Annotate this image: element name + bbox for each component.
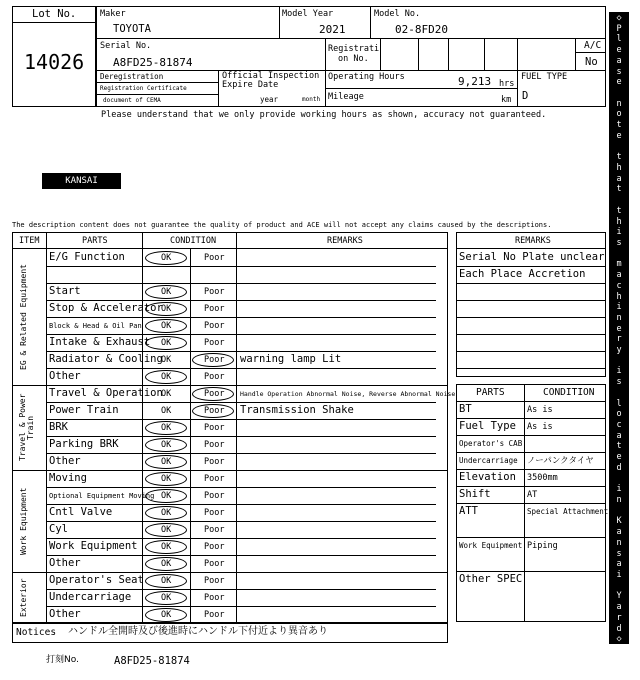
part-name: Other (49, 455, 81, 467)
sidebar-char: Y (616, 591, 622, 602)
sidebar-char: h (616, 291, 622, 302)
row-divider (456, 248, 606, 249)
sidebar-char: d (616, 462, 622, 473)
poor-option[interactable]: Poor (204, 253, 225, 263)
part-name: Other (49, 370, 81, 382)
ok-option[interactable]: OK (161, 389, 172, 399)
sidebar-char: c (616, 420, 622, 431)
poor-option[interactable]: Poor (204, 287, 225, 297)
model-no-label: Model No. (374, 9, 421, 19)
poor-option[interactable]: Poor (204, 542, 225, 552)
ok-option[interactable]: OK (161, 559, 172, 569)
km-label: km (501, 95, 512, 105)
row-divider (46, 589, 436, 590)
ok-selected-circle (145, 285, 187, 299)
group-label: EG & Related Equipment (19, 264, 28, 370)
poor-selected-circle (192, 387, 234, 401)
part-name: BRK (49, 421, 68, 433)
registration-label-1: Registrati (328, 44, 380, 54)
parts-row-name: Shift (459, 488, 491, 500)
sidebar-char: o (616, 409, 622, 420)
poor-selected-circle (192, 404, 234, 418)
remark-line: Each Place Accretion (459, 268, 586, 280)
cema-label: document of CEMA (103, 97, 161, 104)
stamp-value: A8FD25-81874 (114, 655, 190, 667)
sidebar-char: y (616, 345, 622, 356)
sidebar-char: a (616, 55, 622, 66)
fuel-type-value: D (522, 90, 529, 102)
sidebar-char: c (616, 280, 622, 291)
ok-selected-circle (145, 608, 187, 622)
row-divider (46, 300, 436, 301)
poor-option[interactable]: Poor (204, 508, 225, 518)
sidebar-char: h (616, 162, 622, 173)
inspection-label-2: Expire Date (222, 80, 279, 90)
serial-label: Serial No. (100, 41, 152, 51)
sidebar-char: s (616, 66, 622, 77)
condition-header: CONDITION (170, 236, 217, 246)
parts-table-header-parts: PARTS (476, 387, 505, 398)
parts-row-name: Operator's CAB (459, 439, 523, 448)
hours-accuracy-note: Please understand that we only provide working hours as shown, accuracy not guaranteed. (101, 110, 547, 120)
registration-certificate-label: Registration Certificate (100, 85, 187, 92)
sidebar-char: s (616, 237, 622, 248)
poor-option[interactable]: Poor (204, 440, 225, 450)
sidebar-char: t (616, 441, 622, 452)
hrs-label: hrs (499, 79, 515, 89)
poor-option[interactable]: Poor (204, 559, 225, 569)
row-divider (456, 418, 606, 419)
row-divider (456, 368, 606, 369)
ok-option[interactable]: OK (161, 423, 172, 433)
parts-row-condition: ノーパンクタイヤ (527, 456, 594, 466)
sidebar-char: i (616, 227, 622, 238)
sidebar-char: t (616, 184, 622, 195)
group-divider (12, 385, 448, 386)
parts-row-name: Elevation (459, 471, 516, 483)
group-label: Work Equipment (19, 487, 28, 555)
ok-option[interactable]: OK (161, 542, 172, 552)
ok-selected-circle (145, 557, 187, 571)
part-name: Moving (49, 472, 87, 484)
parts-table-header-condition: CONDITION (543, 387, 595, 398)
parts-header: PARTS (82, 236, 108, 246)
part-name: Other (49, 608, 81, 620)
registration-label-2: on No. (338, 54, 369, 64)
row-divider (46, 368, 436, 369)
sidebar-char: n (616, 537, 622, 548)
row-divider (46, 538, 436, 539)
row-divider (46, 504, 436, 505)
part-name: Block & Head & Oil Pan (49, 322, 142, 330)
remarks-header: REMARKS (327, 236, 363, 246)
maker-label: Maker (100, 9, 126, 19)
sidebar-char: a (616, 527, 622, 538)
row-divider (46, 606, 436, 607)
sidebar-char: e (616, 77, 622, 88)
remark-text: Handle Operation Abnormal Noise, Reverse Abnormal Noise (240, 390, 456, 398)
row-divider (46, 351, 436, 352)
group-label: Exterior (19, 578, 28, 617)
deregistration-label: Deregistration (100, 72, 164, 81)
sidebar-char: s (616, 548, 622, 559)
ac-label: A/C (584, 40, 602, 51)
ok-option[interactable]: OK (161, 372, 172, 382)
group-divider (12, 470, 448, 471)
ok-selected-circle (145, 336, 187, 350)
parts-row-name: Fuel Type (459, 420, 516, 432)
location-badge: KANSAI (42, 173, 121, 189)
row-divider (456, 266, 606, 267)
poor-option[interactable]: Poor (204, 372, 225, 382)
sidebar-char: P (616, 23, 622, 34)
part-name: Travel & Operation (49, 387, 163, 399)
parts-row-condition: Piping (527, 541, 558, 551)
sidebar-char: e (616, 130, 622, 141)
row-divider (46, 436, 436, 437)
sidebar-char: l (616, 34, 622, 45)
ok-option[interactable]: OK (161, 508, 172, 518)
maker-value: TOYOTA (113, 23, 151, 35)
ok-selected-circle (145, 523, 187, 537)
ok-option[interactable]: OK (161, 304, 172, 314)
sidebar-char: e (616, 452, 622, 463)
row-divider (456, 486, 606, 487)
stamp-label: 打刻No. (46, 655, 79, 665)
row-divider (46, 555, 436, 556)
row-divider (456, 334, 606, 335)
remark-text: Transmission Shake (240, 404, 354, 416)
model-year-value: 2021 (319, 23, 346, 36)
ok-selected-circle (145, 574, 187, 588)
poor-option[interactable]: Poor (204, 355, 225, 365)
parts-row-condition: 3500mm (527, 473, 558, 483)
part-name: Operator's Seat (49, 574, 144, 586)
remarks-box-header: REMARKS (515, 236, 551, 246)
year-label: year (260, 95, 279, 104)
sidebar-char: t (616, 120, 622, 131)
row-divider (456, 537, 606, 538)
poor-option[interactable]: Poor (204, 304, 225, 314)
sidebar-char: a (616, 173, 622, 184)
row-divider (456, 571, 606, 572)
ok-selected-circle (145, 251, 187, 265)
poor-option[interactable]: Poor (204, 610, 225, 620)
part-name: Cntl Valve (49, 506, 113, 518)
ok-option[interactable]: OK (161, 253, 172, 263)
ok-option[interactable]: OK (161, 576, 172, 586)
ok-option[interactable]: OK (161, 321, 172, 331)
part-name: Optional Equipment Moving (49, 492, 155, 500)
row-divider (46, 453, 436, 454)
poor-option[interactable]: Poor (204, 474, 225, 484)
parts-row-condition: As is (527, 422, 553, 432)
row-divider (456, 317, 606, 318)
group-divider (12, 572, 448, 573)
row-divider (456, 452, 606, 453)
part-name: Power Train (49, 404, 119, 416)
notices-label: Notices (16, 627, 57, 638)
sidebar-char: ◇ (616, 13, 622, 23)
ok-selected-circle (145, 591, 187, 605)
sidebar-char: t (616, 152, 622, 163)
poor-option[interactable]: Poor (204, 491, 225, 501)
sidebar-char: d (616, 623, 622, 634)
sidebar-char: n (616, 98, 622, 109)
ok-option[interactable]: OK (161, 338, 172, 348)
ok-option[interactable]: OK (161, 593, 172, 603)
ok-option[interactable]: OK (161, 355, 172, 365)
sidebar-char: e (616, 45, 622, 56)
part-name: Stop & Accelerator (49, 302, 163, 314)
row-divider (456, 300, 606, 301)
ok-option[interactable]: OK (161, 474, 172, 484)
poor-option[interactable]: Poor (204, 525, 225, 535)
sidebar-char: a (616, 602, 622, 613)
row-divider (456, 283, 606, 284)
row-divider (46, 487, 436, 488)
row-divider (46, 402, 436, 403)
ok-selected-circle (145, 472, 187, 486)
ok-selected-circle (145, 421, 187, 435)
sidebar-char: r (616, 334, 622, 345)
operating-hours-value: 9,213 (458, 75, 492, 88)
item-header: ITEM (19, 236, 40, 246)
fuel-type-label: FUEL TYPE (521, 72, 568, 82)
serial-value: A8FD25-81874 (113, 56, 193, 69)
part-name: Undercarriage (49, 591, 132, 603)
ac-value: No (585, 56, 598, 68)
ok-selected-circle (145, 319, 187, 333)
remark-text: warning lamp Lit (240, 353, 342, 365)
poor-option[interactable]: Poor (204, 457, 225, 467)
parts-row-condition: As is (527, 405, 553, 415)
poor-option[interactable]: Poor (204, 576, 225, 586)
ok-option[interactable]: OK (161, 457, 172, 467)
ok-selected-circle (145, 455, 187, 469)
ok-selected-circle (145, 506, 187, 520)
row-divider (46, 317, 436, 318)
lot-label: Lot No. (32, 8, 77, 20)
remark-line: Serial No Plate unclear (459, 251, 605, 263)
poor-option[interactable]: Poor (204, 423, 225, 433)
row-divider (456, 503, 606, 504)
part-name: Parking BRK (49, 438, 119, 450)
sidebar-char: i (616, 302, 622, 313)
lot-number: 14026 (24, 50, 85, 74)
poor-option[interactable]: Poor (204, 321, 225, 331)
part-name: Other (49, 557, 81, 569)
ok-selected-circle (145, 438, 187, 452)
model-no-value: 02-8FD20 (395, 23, 448, 36)
row-divider (46, 521, 436, 522)
notices-text: ハンドル全開時及び後進時にハンドル下付近より異音あり (68, 626, 328, 637)
row-divider (456, 435, 606, 436)
ok-selected-circle (145, 540, 187, 554)
sidebar-char: m (616, 259, 622, 270)
parts-row-name: Work Equipment (459, 541, 523, 550)
sidebar-char: a (616, 430, 622, 441)
parts-row-name: ATT (459, 505, 478, 517)
ok-selected-circle (145, 489, 187, 503)
sidebar-char: i (616, 484, 622, 495)
ok-option[interactable]: OK (161, 610, 172, 620)
ok-option[interactable]: OK (161, 406, 172, 416)
location-sidebar (609, 12, 629, 644)
ok-option[interactable]: OK (161, 440, 172, 450)
row-divider (46, 283, 436, 284)
sidebar-char: n (616, 495, 622, 506)
sidebar-char: h (616, 216, 622, 227)
poor-option[interactable]: Poor (204, 406, 225, 416)
poor-option[interactable]: Poor (204, 389, 225, 399)
parts-row-name: Other SPEC (459, 573, 523, 585)
sidebar-char: K (616, 516, 622, 527)
sidebar-char: e (616, 323, 622, 334)
sidebar-char: l (616, 398, 622, 409)
sidebar-char: a (616, 559, 622, 570)
poor-selected-circle (192, 353, 234, 367)
parts-row-condition: AT (527, 490, 538, 500)
parts-row-name: BT (459, 403, 472, 415)
ok-option[interactable]: OK (161, 525, 172, 535)
group-label: Travel & Power Train (18, 393, 35, 462)
sidebar-char: t (616, 205, 622, 216)
poor-option[interactable]: Poor (204, 338, 225, 348)
part-name: Radiator & Cooling (49, 353, 163, 365)
mileage-label: Mileage (328, 92, 364, 102)
row-divider (46, 419, 436, 420)
sidebar-char: o (616, 109, 622, 120)
sidebar-char: a (616, 270, 622, 281)
ok-option[interactable]: OK (161, 287, 172, 297)
row-divider (46, 266, 436, 267)
part-name: Intake & Exhaust (49, 336, 151, 348)
sidebar-char: n (616, 312, 622, 323)
parts-row-name: Undercarriage (459, 456, 518, 465)
poor-option[interactable]: Poor (204, 593, 225, 603)
ok-selected-circle (145, 370, 187, 384)
sidebar-char: i (616, 570, 622, 581)
part-name: Work Equipment (49, 540, 138, 552)
month-label: month (302, 96, 321, 103)
disclaimer: The description content does not guarantee the quality of product and ACE will not accept any claims caused by the descriptions. (12, 221, 552, 229)
ok-option[interactable]: OK (161, 491, 172, 501)
row-divider (456, 469, 606, 470)
ok-selected-circle (145, 302, 187, 316)
row-divider (456, 401, 606, 402)
part-name: E/G Function (49, 251, 125, 263)
row-divider (456, 351, 606, 352)
sidebar-char: ◇ (616, 634, 622, 645)
parts-row-condition: Special Attachment (527, 507, 609, 516)
operating-hours-label: Operating Hours (328, 72, 405, 82)
part-name: Cyl (49, 523, 68, 535)
model-year-label: Model Year (282, 9, 334, 19)
row-divider (46, 334, 436, 335)
inspection-label-1: Official Inspection (222, 71, 320, 81)
sidebar-char: r (616, 612, 622, 623)
sidebar-char: s (616, 377, 622, 388)
sidebar-char: i (616, 366, 622, 377)
part-name: Start (49, 285, 81, 297)
